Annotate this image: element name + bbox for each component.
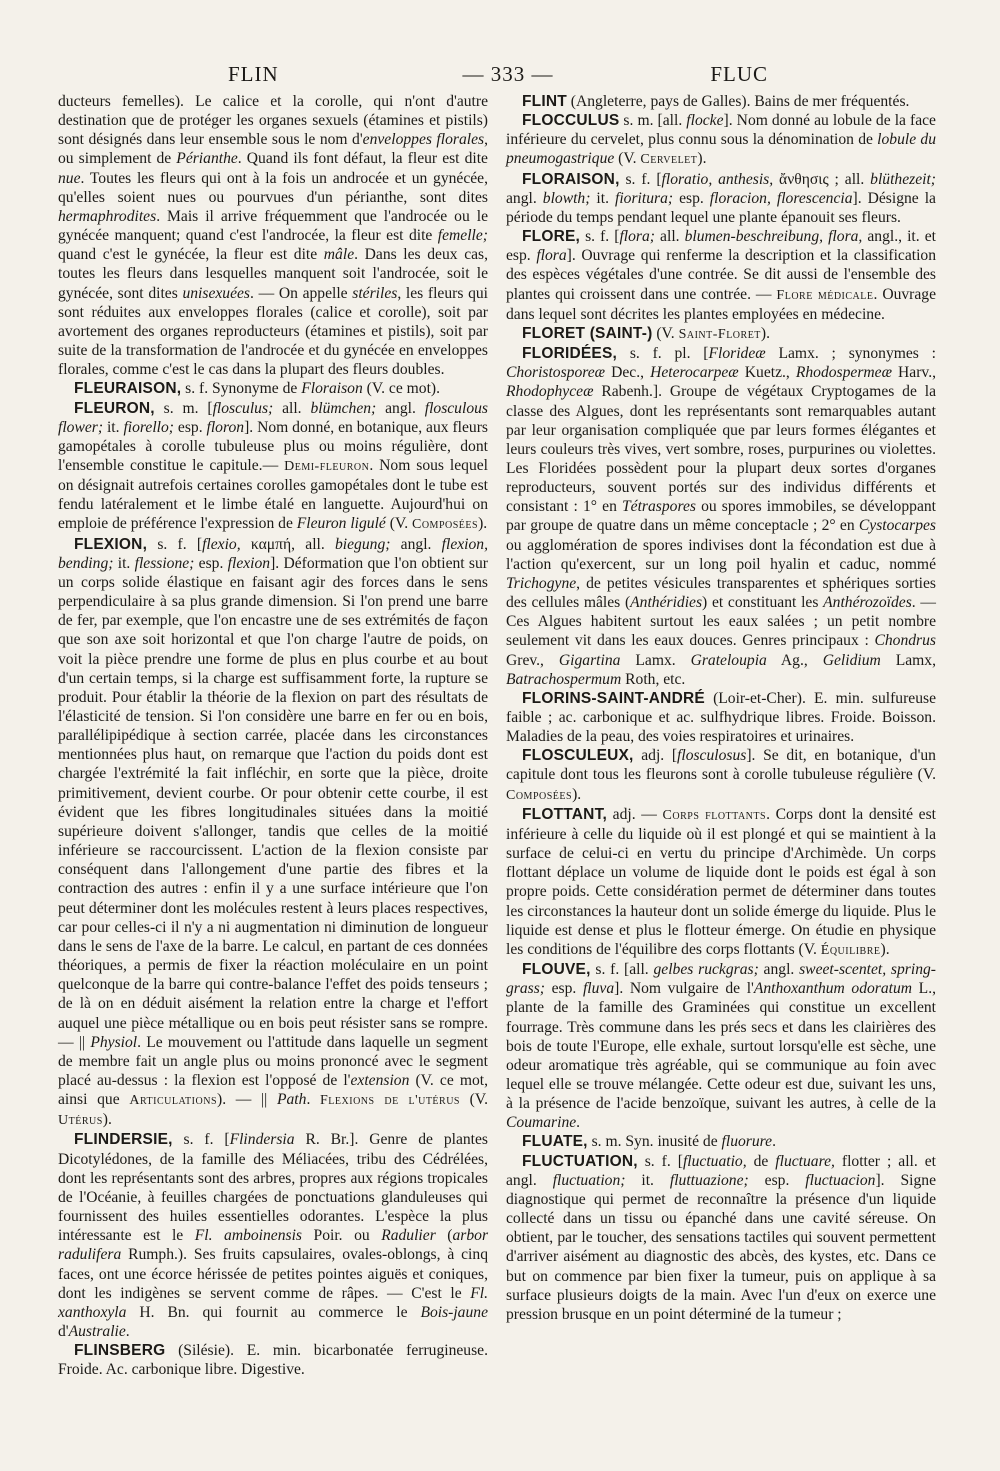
italic-text: Flindersia xyxy=(229,1131,295,1149)
entry-text: esp. xyxy=(173,418,207,436)
dictionary-entry xyxy=(506,689,936,746)
italic-text: Radulier xyxy=(381,1227,436,1245)
italic-text: flora; xyxy=(619,228,655,246)
italic-text: extension xyxy=(350,1071,410,1089)
italic-text: Coumarine xyxy=(506,1114,577,1132)
entry-text: (V. xyxy=(614,150,641,168)
small-caps-text: Flore médicale xyxy=(776,287,874,303)
entry-text: , de petites vésicules transparentes et sphériques sorties des cellules mâles ( xyxy=(506,574,936,612)
entry-text: (V. xyxy=(459,1091,489,1109)
headword: FLOCCULUS xyxy=(522,112,620,130)
entry-text: R. Br.]. Genre de plantes Dicotylédones, de la famille des Méliacées, tribu des Cédrélées, dont les représentants sont des arbres, propres aux régions tropicales de l'Océanie, à feuilles chargées de ponctuations glanduleuses qui fournissent des huiles essentielles odorantes. L'espèce la plus intéressante est le xyxy=(58,1131,488,1245)
italic-text: blumen-beschreibung, flora, xyxy=(684,228,863,246)
italic-text: flosculus; xyxy=(212,399,274,417)
entry-text: s. f. [ xyxy=(580,228,620,246)
entry-text: Ag., xyxy=(766,651,823,669)
dictionary-entry xyxy=(506,344,936,689)
italic-text: fluctuare, xyxy=(775,1152,835,1170)
entry-text: adj. [ xyxy=(633,747,678,765)
entry-text: Dec., xyxy=(605,364,651,382)
headword: FLEURON, xyxy=(74,399,155,417)
dictionary-entry xyxy=(58,1341,488,1379)
entry-text: H. Bn. qui fournit au commerce le xyxy=(126,1303,421,1321)
entry-text: ]. Nom donné au lobule de la face inférieure du cervelet, plus connu sous la dénomination de xyxy=(506,112,936,149)
italic-text: floron xyxy=(206,418,245,436)
entry-text: s. f. [ xyxy=(637,1152,683,1170)
italic-text: enveloppes florales xyxy=(362,131,485,149)
headword: FLORAISON, xyxy=(522,170,620,188)
headword: FLINT xyxy=(522,93,567,110)
italic-text: Rhodophyceæ xyxy=(506,383,594,401)
italic-text: flexion xyxy=(227,554,271,572)
dictionary-entry xyxy=(58,399,488,535)
entry-text: ἄνθησις ; all. xyxy=(773,170,871,188)
italic-text: Chondrus xyxy=(874,632,936,650)
italic-text: fluorure xyxy=(721,1133,773,1151)
entry-text: de xyxy=(746,1152,776,1170)
italic-text: Choristosporeæ xyxy=(506,364,606,382)
entry-text: . Mais il arrive fréquemment que l'androcée ou le gynécée manquent; quand c'est l'androcée, la fleur est dite xyxy=(58,207,488,245)
continued-paragraph xyxy=(58,92,488,379)
entry-text: s. m. [all. xyxy=(619,112,687,130)
italic-text: Fl. xanthoxyla xyxy=(58,1284,488,1321)
entry-text: s. m. Syn. inusité de xyxy=(587,1133,722,1151)
entry-text: ou spores immobiles, se développant par groupe de quatre dans un même conceptacle ; 2° en xyxy=(506,498,936,535)
entry-text: Lamx. xyxy=(620,651,691,669)
italic-text: mâle xyxy=(323,246,355,264)
italic-text: sweet-scentet, spring-grass; xyxy=(506,961,936,998)
headword: FLORINS-SAINT-ANDRÉ xyxy=(522,689,705,707)
page-number: — 333 — xyxy=(462,62,554,86)
italic-text: flocke xyxy=(686,112,724,130)
small-caps-text: Équilibre xyxy=(820,942,881,958)
running-head xyxy=(58,62,938,92)
italic-text: fluva xyxy=(582,980,615,998)
entry-text: ]. Se dit, en botanique, d'un capitule dont tous les fleurons sont à corolle tubuleuse régulière (V. xyxy=(506,747,936,784)
headword: FLORE, xyxy=(522,228,581,246)
italic-text: flexion, bending; xyxy=(58,535,489,572)
entry-text: . — On appelle xyxy=(250,284,353,302)
small-caps-text: Utérus xyxy=(58,1113,103,1129)
dictionary-entry xyxy=(506,227,936,324)
italic-text: Fleuron ligulé xyxy=(296,515,386,533)
entry-text: it. xyxy=(590,189,616,207)
entry-text: s. f. pl. [ xyxy=(617,345,709,363)
italic-text: unisexuées xyxy=(182,284,250,302)
headword: FLEXION, xyxy=(74,535,148,553)
entry-text: s. f. [ xyxy=(619,170,662,188)
italic-text: femelle; xyxy=(437,227,488,245)
entry-text: (V. ce mot). xyxy=(362,380,440,398)
headword: FLUATE, xyxy=(522,1133,588,1151)
italic-text: Rhodospermeæ xyxy=(795,364,892,382)
headword: FLINDERSIE, xyxy=(74,1131,173,1149)
entry-text: (V. xyxy=(385,515,412,533)
italic-text: Batrachospermum xyxy=(506,670,622,688)
italic-text: biegung; xyxy=(335,535,391,553)
dictionary-entry xyxy=(506,170,936,227)
entry-text: Poir. ou xyxy=(302,1227,382,1245)
dictionary-entry xyxy=(506,960,936,1132)
headword: FLEURAISON, xyxy=(74,380,182,398)
entry-text: adj. — xyxy=(607,805,663,823)
italic-text: Trichogyne xyxy=(506,574,577,592)
entry-text: ]. Ouvrage qui renferme la description et la classification des espèces végétales d'une contrée. Se dit aussi de l'ensemble des plantes qui croissent dans une contrée. — xyxy=(506,247,936,303)
entry-text: s. m. [ xyxy=(154,399,213,417)
small-caps-text: Saint-Floret xyxy=(678,326,761,342)
italic-text: flosculosus xyxy=(677,747,747,765)
left-column xyxy=(58,92,488,1379)
small-caps-text: Composées xyxy=(412,517,479,533)
entry-text: it. xyxy=(625,1171,670,1189)
italic-text: Anthéridies xyxy=(630,594,703,612)
headword: FLOTTANT, xyxy=(522,805,608,823)
headword: FLOSCULEUX, xyxy=(522,747,634,765)
italic-text: flora xyxy=(536,247,567,265)
entry-text: . xyxy=(772,1133,776,1151)
small-caps-text: Cervelet xyxy=(640,152,698,168)
italic-text: Fl. amboinensis xyxy=(194,1227,302,1245)
entry-text: ]. Nom vulgaire de l' xyxy=(614,980,754,998)
dictionary-entry xyxy=(58,535,488,1131)
entry-text: esp. xyxy=(545,980,583,998)
dictionary-entry xyxy=(506,805,936,960)
entry-text: (Angleterre, pays de Galles). Bains de mer fréquentés. xyxy=(566,93,910,110)
entry-text: Roth, etc. xyxy=(621,670,686,688)
entry-text: . xyxy=(125,1323,130,1340)
entry-text: . xyxy=(576,1114,581,1132)
running-head-right: FLUC xyxy=(710,62,768,86)
entry-text: . Toutes les fleurs qui ont à la fois un androcée et un gynécée, qu'elles soient nues ou pourvues d'un périanthe, sont dites xyxy=(58,169,488,206)
entry-text: ). xyxy=(572,785,582,803)
italic-text: Heterocarpeæ xyxy=(650,364,739,382)
italic-text: Cystocarpes xyxy=(858,517,936,535)
headword: FLINSBERG xyxy=(74,1342,166,1360)
italic-text: hermaphrodites xyxy=(58,207,157,225)
italic-text: Gelidium xyxy=(822,651,881,669)
entry-text: Lamx. ; synonymes : xyxy=(765,345,936,363)
entry-text: . — Ces Algues habitent surtout les eaux salées ; un petit nombre seulement vit dans les eaux douces. Genres principaux : xyxy=(506,594,936,650)
entry-text: , ou simplement de xyxy=(58,131,488,168)
entry-text: ]. Signe diagnostique qui permet de reconnaître la présence d'un liquide collecté dans un tissu ou épanché dans une cavité séreuse. On obtient, par le toucher, des sensations tactiles qui souvent permettent d'arriver aisément au diagnostic des abcès, des kystes, etc. Dans ce but on commence par bien fixer la tumeur, puis on applique à sa surface plusieurs doigts de la main. Avec l'un d'eux on exerce une pression brusque en un point déterminé de la tumeur ; xyxy=(506,1171,936,1323)
entry-text: esp. xyxy=(748,1171,806,1189)
headword: FLOUVE, xyxy=(522,961,591,979)
entry-text: ) et constituant les xyxy=(702,594,824,612)
entry-text: Rumph.). Ses fruits capsulaires, ovales-oblongs, à cinq faces, ont une écorce hérissée de petites pointes aiguës et coniques, dont les indigènes se servent comme de râpes. — C'est le xyxy=(58,1246,488,1302)
entry-text: s. f. Synonyme de xyxy=(181,380,302,398)
entry-text: angl. xyxy=(376,399,425,417)
entry-text: . Ouvrage dans lequel sont décrites les plantes employées en médecine. xyxy=(506,285,937,323)
entry-text: s. f. [ xyxy=(147,535,203,553)
italic-text: Path xyxy=(276,1091,307,1109)
italic-text: floracion, florescencia xyxy=(709,189,853,207)
italic-text: nue xyxy=(58,169,81,187)
entry-text: esp. xyxy=(673,189,710,207)
headword: FLORET (SAINT-) xyxy=(522,324,653,342)
entry-text: . Le mouvement ou l'attitude dans laquelle un segment de membre fait un angle plus ou moins prononcé avec le segment placé au-dessus : la flexion est l'opposé de l' xyxy=(58,1033,489,1089)
headword: FLORIDÉES, xyxy=(522,345,618,363)
italic-text: blüthezeit; xyxy=(870,170,936,188)
entry-text: d' xyxy=(58,1323,69,1340)
dictionary-entry xyxy=(506,111,936,169)
italic-text: floratio, anthesis, xyxy=(661,170,774,188)
italic-text: Grateloupia xyxy=(690,651,767,669)
italic-text: lobule du pneumogastrique xyxy=(506,131,936,168)
entry-text: s. f. [all. xyxy=(590,961,654,979)
entry-text: Lamx, xyxy=(880,651,936,669)
italic-text: fioritura; xyxy=(615,189,674,207)
dictionary-entry xyxy=(506,746,936,804)
dictionary-entry xyxy=(506,1152,936,1324)
entry-text: . Quand ils font défaut, la fleur est dite xyxy=(237,150,488,168)
entry-text: L., plante de la famille des Graminées qui constitue un excellent fourrage. Très commune dans les prés secs et dans les clairières des bois de toute l'Europe, elle exhale, surtout lorsqu'elle est sèche, une odeur aromatique très agréable, qui se communique au foin avec lequel elle se trouve mélangée. Cette odeur est due, suivant les uns, à la présence de l'acide benzoïque, suivant les autres, à celle de la xyxy=(506,980,937,1113)
italic-text: flosculous flower; xyxy=(58,399,488,436)
entry-text: angl. xyxy=(390,535,442,553)
italic-text: blümchen; xyxy=(310,399,377,417)
small-caps-text: Articulations xyxy=(129,1093,218,1109)
entry-text: ou agglomération de spores indivises dont la fécondation est due à l'action qu'exercent, sur un long poil hyalin et caduc, nommé xyxy=(506,536,936,573)
small-caps-text: Flexions de l'utérus xyxy=(320,1093,460,1109)
italic-text: blowth; xyxy=(542,189,591,207)
italic-text: Australie xyxy=(68,1323,126,1340)
italic-text: Anthoxanthum odoratum xyxy=(753,980,913,998)
entry-text: (V. xyxy=(652,324,679,342)
entry-text: ). xyxy=(880,940,890,958)
italic-text: Physiol xyxy=(90,1033,138,1051)
italic-text: gelbes ruckgras; xyxy=(653,961,759,979)
italic-text: Périanthe xyxy=(176,150,238,168)
entry-text: ). — || xyxy=(217,1091,277,1109)
entry-text: ]. Désigne la période du temps pendant lequel une plante épanouit ses fleurs. xyxy=(506,189,936,226)
entry-text: ]. Déformation que l'on obtient sur un corps solide élastique en faisant agir des forces dans le sens perpendiculaire à sa plus grande dimension. Si l'on prend une barre de fer, par exemple, que l'on encastre une de ses extrémités de façon que son axe soit horizontal et que l'on charge l'autre de poids, on voit la pièce prendre une forme de plus en plus courbe et au bout d'un certain temps, si la charge est suffisamment forte, la rupture se produit. Pour établir la théorie de la flexion on part des résultats de l'élasticité de tension. Si l'on considère une barre en fer ou en bois, parallélipipédique à section carrée, placée dans les circonstances mentionnées plus haut, on remarque que l'action du poids dont est chargée l'extrémité la fait infléchir, en sorte que la pièce, droite primitivement, devient courbe. Or pour obtenir cette courbe, il est évident que les fibres longitudinales situées dans la moitié supérieure doivent s'allonger, tandis que celles de la moitié inférieure se raccourcissent. L'action de la flexion consiste par conséquent dans l'allongement d'une partie des fibres et la contraction des autres : enfin il y a une surface intérieure que l'on peut déterminer dont les molécules restent à leurs places respectives, car pour celles-ci il n'y a ni augmentation ni diminution de longueur dans le sens de l'axe de la barre. Le calcul, en partant de ces données théoriques, a permis de fixer la réaction moléculaire en un point quelconque de la barre qui contre-balance l'effet des poids tenseurs ; de là on en déduit aisément la relation entre la charge et l'effort auquel une pièce métallique ou en bois peut résister sans se rompre. — || xyxy=(58,554,488,1051)
entry-text: . Corps dont la densité est inférieure à celle du liquide où il est plongé et qui se maintient à la surface de celui-ci en vertu du principe d'Archimède. Un corps flottant déplace un volume de liquide dont le poids est égal à son propre poids. Cette considération permet de déterminer dans toutes les circonstances la hauteur dont un solide émerge du liquide. Plus le liquide est dense et plus le flotteur émerge. On étudie en physique les conditions de l'équilibre des corps flottants (V. xyxy=(506,805,936,958)
entry-text: (Loir-et-Cher). E. min. sulfureuse faible ; ac. carbonique et ac. sulfhydrique libres. Froide. Boisson. Maladies de la peau, des voies respiratoires et urinaires. xyxy=(506,689,936,746)
italic-text: fluctuacion xyxy=(805,1171,876,1189)
running-head-left: FLIN xyxy=(228,62,279,86)
dictionary-entry xyxy=(58,1130,488,1341)
dictionary-entry xyxy=(506,92,936,111)
italic-text: Florideæ xyxy=(708,345,766,363)
entry-text: , les fleurs qui sont réduites aux enveloppes florales (calice et corolle), soit par avortement des organes reproducteurs (étamines et pistils), soit par suite de la transformation de l'androcée et du gynécée en enveloppes florales, comme c'est le cas dans la plupart des fleurs doubles. xyxy=(58,284,488,379)
entry-text: angl., it. et esp. xyxy=(506,228,936,265)
entry-text: it. xyxy=(103,418,124,436)
entry-text: ). xyxy=(697,150,707,168)
italic-text: fluctuation; xyxy=(552,1171,626,1189)
italic-text: fluctuatio, xyxy=(682,1152,747,1170)
dictionary-entry xyxy=(506,1132,936,1151)
right-column xyxy=(506,92,936,1324)
small-caps-text: Demi-fleuron xyxy=(284,458,370,474)
entry-text: . Dans les deux cas, toutes les fleurs dans lesquelles manquent soit l'androcée, soit le gynécée, sont dites xyxy=(58,246,488,302)
entry-text: Harv., xyxy=(892,364,937,382)
entry-text: ducteurs femelles). Le calice et la corolle, qui n'ont d'autre destination que de protéger les organes sexuels (étamines et pistils) sont désignés dans leur ensemble sous le nom d' xyxy=(58,93,488,149)
entry-text: it. xyxy=(113,554,135,572)
entry-text: Kuetz., xyxy=(738,364,796,382)
dictionary-entry xyxy=(506,324,936,344)
italic-text: stériles xyxy=(352,284,398,302)
italic-text: fiorello; xyxy=(123,418,174,436)
entry-text: Grev., xyxy=(506,651,559,669)
entry-text: ( xyxy=(435,1227,453,1245)
italic-text: Gigartina xyxy=(558,651,621,669)
entry-text: quand c'est le gynécée, la fleur est dite xyxy=(58,246,324,264)
entry-text: all. xyxy=(655,228,685,246)
small-caps-text: Corps flottants xyxy=(662,807,767,823)
entry-text: esp. xyxy=(194,554,228,572)
entry-text: ). xyxy=(478,515,488,533)
italic-text: Bois-jaune xyxy=(420,1303,488,1321)
entry-text: ). xyxy=(102,1111,112,1129)
italic-text: Floraison xyxy=(301,380,363,398)
entry-text: . xyxy=(306,1091,321,1109)
italic-text: Tétraspores xyxy=(622,498,696,516)
italic-text: flessione; xyxy=(134,554,195,572)
italic-text: flexio, xyxy=(202,535,241,553)
entry-text: all. xyxy=(273,399,311,417)
italic-text: arbor radulifera xyxy=(58,1227,489,1264)
entry-text: (V. ce mot, ainsi que xyxy=(58,1071,488,1109)
dictionary-entry xyxy=(58,379,488,398)
entry-text: Rabenh.]. Groupe de végétaux Cryptogames de la classe des Algues, dont les représentants sont remarquables autant par leur organisation compliquée que par leurs formes élégantes et leurs couleurs très vives, vert sombre, roses, purpurines ou violettes. Les Floridées possèdent pour la plupart deux sortes d'organes reproducteurs, souvent portés sur des individus différents et consistant : 1° en xyxy=(506,383,936,516)
entry-text: ]. Nom donné, en botanique, aux fleurs gamopétales à corolle tubuleuse plus ou moins régulière, dont l'ensemble constitue le capitule.— xyxy=(58,418,488,474)
entry-text: καμπή, all. xyxy=(240,535,335,553)
headword: FLUCTUATION, xyxy=(522,1152,638,1170)
entry-text: angl. xyxy=(758,961,800,979)
entry-text: ). xyxy=(760,324,771,342)
small-caps-text: Composées xyxy=(506,787,573,803)
entry-text: angl. xyxy=(506,189,543,207)
entry-text: s. f. [ xyxy=(172,1131,230,1149)
italic-text: fluttuazione; xyxy=(669,1171,749,1189)
italic-text: Anthérozoïdes xyxy=(823,594,912,612)
entry-text: flotter ; all. et angl. xyxy=(506,1152,936,1189)
entry-text: (Silésie). E. min. bicarbonatée ferrugineuse. Froide. Ac. carbonique libre. Digestive. xyxy=(58,1342,488,1379)
entry-text: . Nom sous lequel on désignait autrefois certaines corolles gamopétales dont le tube est fendu latéralement et le limbe étalé en languette. Aujourd'hui on emploie de préférence l'expression de xyxy=(58,456,488,533)
